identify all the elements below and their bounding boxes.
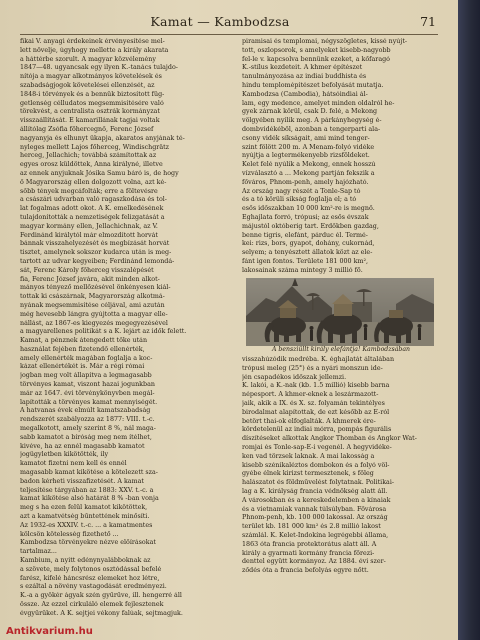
text-line: az ennek anyjuknak Jósika Samu báró is, de hogy (20, 169, 179, 177)
text-line: amely ellenérték magában foglalja a koc- (20, 354, 153, 362)
text-line: tisztet, amelynek sokszor kudarca után is meg- (20, 249, 172, 257)
text-line: Kambodzsa (Cambodia), hátsóindiai ál- (242, 90, 368, 98)
text-line: selyem; a tenyésztett állatok közt az ele- (242, 249, 373, 257)
text-line: és a tó körüli síkság foglalja el; a tó (242, 196, 357, 204)
text-line: betört thai-ok elfoglalták. A khmerek ére- (242, 417, 376, 425)
text-line: a magyarellenes politikát s a K. lejárt az idők felett. (20, 328, 187, 336)
text-line: esős időszakban 10 000 km²-re is megnő. (242, 205, 375, 213)
text-line: jogban meg volt állapítva a legmagasabb (20, 372, 152, 380)
text-line: kázat ellenértékét is. Már a régi római (20, 363, 145, 371)
text-line: fel-le v. kapcsolva bennünk ezeket, a kőfaragó (242, 55, 390, 63)
text-line: nállást, az 1867-es kiegyezés megegyezésével (20, 319, 168, 327)
right-column-bottom (242, 356, 440, 632)
book-binding (458, 0, 480, 640)
text-line: kisebb szénikaléztos dombokon és a folyó völ- (242, 461, 390, 469)
text-line: jaik, akik a IX. és X. sz. folyamán tekintélyes (242, 399, 385, 407)
text-line: a szövete, mely folytonos osztódással befelé (20, 565, 162, 573)
text-line: gyébe élnek kirizst termesztenek, s főleg (242, 470, 374, 478)
text-line: jén csapadékos időszak jellemzi. (242, 373, 347, 381)
text-line: tartott az udvar kegyeiben; Ferdinánd lemondá- (20, 257, 175, 265)
text-line: sőbb tények megcáfolták; erre a föltevésre (20, 187, 158, 195)
text-line: kamat kikötése alsó határát 8 % -ban vonja (20, 495, 159, 503)
text-line: magyar kormány ellen, Jellachichnak, az V. (20, 222, 158, 230)
text-line: völgyében nyílik meg. A párkányhegység é- (242, 117, 382, 125)
text-line: Kamat, a pénznek átengedett tőke után (20, 337, 148, 345)
text-line: K. lakói, a K.-nak (kb. 1.5 millió) kisebb barna (242, 382, 390, 390)
text-line: magasabb kamat kikötése a kötelezett sza- (20, 469, 158, 477)
text-line: s ezáltal a növény vastagodását eredményezi. (20, 583, 167, 591)
text-line: lam, egy medence, amelyet minden oldalról he- (242, 99, 395, 107)
text-line: szabadságjogok követelései ellenzését, az (20, 81, 155, 89)
text-line: Az 1932-es XXXIV. t.-c. ... a kamatmentes (20, 521, 153, 529)
text-line: törekvést, a centralista osztrák kormányzat (20, 108, 160, 116)
text-line: rendszerét szabályozza az 1877: VIII. t.-c. (20, 416, 155, 424)
text-line: lag a K. királyság francia védnökség alatt áll. (242, 487, 388, 495)
text-line: ken vad törzsek laknak. A mai lakosság a (242, 452, 375, 460)
text-line: népesport. A khmer-eknek a leszármazott- (242, 391, 379, 399)
text-line: A hatvanas évek elmúlt kamatszabadság (20, 407, 151, 415)
text-line: getlenség célludatos megsemmisítésére való (20, 99, 164, 107)
text-line: már az 1647. évi törvénykönyvben megál- (20, 389, 155, 397)
text-line: nagyanyja és elhunyt ükapja, akaratos anyjának té- (20, 134, 185, 142)
text-line: sát, Ferenc Károly főherceg visszalépését (20, 266, 154, 274)
text-line: sabb kamatot a bíróság meg nem ítélhet, (20, 433, 152, 441)
text-line: és a vietnamiak vannak túlsúlyban. Fővárosa (242, 505, 387, 513)
text-line: Kambodzsa törvényekre nézve előírásokat (20, 539, 156, 547)
text-line: Az ország nagy részét a Tonle-Sap tó (242, 187, 361, 195)
text-line: romjai és Tonle-sap-É-i vegenél. A hegyvidéke- (242, 443, 392, 451)
text-line: terület kb. 181 000 km² és 2.8 millió lakost (242, 523, 381, 531)
text-line: benne tigris, elefánt, párduc él. Termé- (242, 231, 368, 239)
text-line: fia, Ferenc József javára, akit minden alkot- (20, 275, 160, 283)
text-line: tanulmányozása az indiai buddhista és (242, 73, 367, 81)
text-line: piramisai és templomai, négyszögletes, kissé nyújt- (242, 38, 408, 45)
text-line: A városokban és a kereskedelemben a kínaiak (242, 496, 391, 504)
text-line: össze. Az ezzel cirkuláló elemek fejlesztenek (20, 601, 164, 608)
text-line: bánnak visszahelyezését és megbízását horvát (20, 240, 170, 248)
text-line: csony vidék síkságait, ami mind tenger- (242, 134, 370, 142)
elephant-photo (246, 278, 434, 346)
text-line: évgyűrűket. A K. sejtjei vékony falúak, sejtmagjuk. (20, 609, 183, 617)
running-title: Kamat — Kambodzsa (150, 14, 290, 29)
text-line: Kelet felé nyúlik a Mekong, ennek hosszú (242, 161, 376, 169)
text-line: 1863 óta francia protektorátus alatt áll. A (242, 540, 377, 548)
text-line: főváros, Phnom-penh, amely hajózható. (242, 178, 369, 186)
text-line: egyes orosz küldöttek, Anna királyné, illetve (20, 161, 163, 169)
left-column (20, 38, 232, 632)
text-line: hindu templomépítészet befolyását mutatja. (242, 81, 384, 89)
watermark-logo: Antikvarium.hu (6, 626, 93, 637)
text-line: azt a kamatvétség bűntettének minősíti. (20, 513, 150, 521)
text-line: mányos tényező mellőzésével önkényesen kiál- (20, 284, 171, 292)
text-line: tulajdonították a nemzetiségek felizgatását a (20, 213, 165, 221)
text-line: kivéve, ha az ennél magasabb kamatot (20, 442, 145, 450)
text-line: törvényes kamat, viszont hazai jogunkban (20, 381, 155, 389)
text-line: májustól októberig tart. Erdőkben gazdag, (242, 222, 379, 230)
text-line: lakosainak száma mintegy 3 millió fő. (242, 266, 363, 274)
text-line: király a gyarmati kormány francia főrezi- (242, 549, 375, 557)
text-line: tottak ki császárnak, Magyarország alkotmá- (20, 293, 165, 301)
header-rule (20, 34, 438, 35)
text-line: lapították a törvényes kamat mennyiségét. (20, 398, 158, 406)
text-line: halászatot és földművelést folytatnak. Politikai- (242, 479, 394, 487)
text-line: visszaállítását. E kamarillának tagjai voltak (20, 117, 160, 125)
text-line: trópusi meleg (25°) és a nyári monszun ide- (242, 364, 383, 372)
text-line: lett növelje, úgyhogy mellette a király akarata (20, 46, 169, 54)
text-line: nyleges mellett Lajos főherceg, Windischgrätz (20, 143, 170, 151)
text-line: Kambium, a nyitt edénynyalábboknak az (20, 557, 151, 565)
text-line: Phnom-penh, kb. 100 000 lakossal. Az ország (242, 514, 388, 522)
text-line: farész, kifelé háncsrész elemeket hoz létre, (20, 574, 160, 582)
text-line: ő Magyarország ellen dolgozott volna, azt ké- (20, 178, 167, 186)
text-line: Éghajlata forró, trópusi; az esős évszak (242, 213, 369, 221)
text-line: tartalmaz... (20, 548, 57, 556)
text-line: nyának megsemmisítése céljával, ami azután (20, 301, 165, 309)
text-line: megalkotott, amely szerint 8 %, nál maga- (20, 425, 156, 433)
text-line: ződés óta a francia befolyás egyre nőtt. (242, 567, 369, 575)
text-line: állítólag Zsófia főhercegnő, Ferenc József (20, 125, 154, 133)
text-line: használat fejében fizetendő ellenérték, (20, 345, 145, 353)
text-line: szint fölött 200 m. A Menam-folyó vidéke (242, 143, 375, 151)
text-line: fikai V. anyagi érdekeinek érvényesítése mel- (20, 38, 165, 45)
page-header (0, 14, 458, 34)
text-line: K.-stílus kezdeteit. A khmer építészet (242, 64, 363, 72)
right-column-top (242, 38, 440, 276)
text-line: visszahúzódik medréba. K. éghajlatát általában (242, 356, 395, 363)
text-line: meg s ha ezen felül kamatot kikötöttek, (20, 504, 148, 512)
text-line: kölcsön kötelesség fizethető ... (20, 530, 119, 538)
text-line: még hevesebb lángra gyújtotta a magyar elle- (20, 310, 168, 318)
text-line: K.-a a gyökér ágyak szén gyűrűve, ill. hengerré áll (20, 592, 182, 600)
text-line: díszítéseket alkottak Angkor Thomban és Angkor Wat- (242, 435, 417, 443)
text-line: 1847—48. ugyancsak egy ilyen K.-tanács tulajdo- (20, 64, 178, 72)
text-line: 1848-i törvények és a bennük biztosított füg- (20, 90, 165, 98)
text-line: fánt igen fontos. Területe 181 000 km², (242, 257, 369, 265)
text-line: tott, oszlopsorok, s amelyeket kisebb-nagyobb (242, 46, 391, 54)
text-line: kamatot fizetni nem kell és ennél (20, 460, 127, 468)
text-line: birodalmat alapítottak, de ezt később az É-ról (242, 408, 390, 416)
text-line: nítója a magyar alkotmányos követelések és (20, 73, 162, 81)
text-line: a császári udvarban való ragaszkodása és tol- (20, 196, 167, 204)
figure-caption: A bensziüllt király elefántja! Kambodzsában (271, 346, 411, 353)
text-line: lat fogalmas adott okot. A K. emelkedésének (20, 205, 164, 213)
text-line: nyújtja a legtermékenyebb rizsföldeket. (242, 152, 370, 160)
text-line: Ferdinánd királytól már elmozdított horvát (20, 231, 158, 239)
text-line: teljesítése tárgyában az 1883: XXV. t.-c. a (20, 486, 154, 494)
text-line: kei: rizs, bors, gyapot, dohány, cukornád, (242, 240, 375, 248)
text-line: kördetelenül az indiai mórra, pompás figurális (242, 426, 392, 434)
text-line: gyek zárnak körül, csak D. felé, a Mekong (242, 108, 378, 116)
text-line: herceg, Jellachich; továbbá számítottak az (20, 152, 157, 160)
text-line: vízválasztó a ... Mekong partján fekszik a (242, 169, 375, 177)
text-line: badon kérheti visszafizetését. A kamat (20, 477, 144, 485)
text-line: a háttérbe szorult. A magyar közvélemény (20, 55, 156, 63)
text-line: számlál. K. Kelet-Indokína legrégebbi állama, (242, 531, 389, 539)
text-line: dombvidékéből, azonban a tengerparti ala- (242, 125, 381, 133)
text-line: denttel együtt kormányoz. Az 1884. évi szer- (242, 558, 386, 566)
page-number: 71 (420, 14, 436, 29)
text-line: jogügyletben kikötötték, ily (20, 451, 109, 459)
